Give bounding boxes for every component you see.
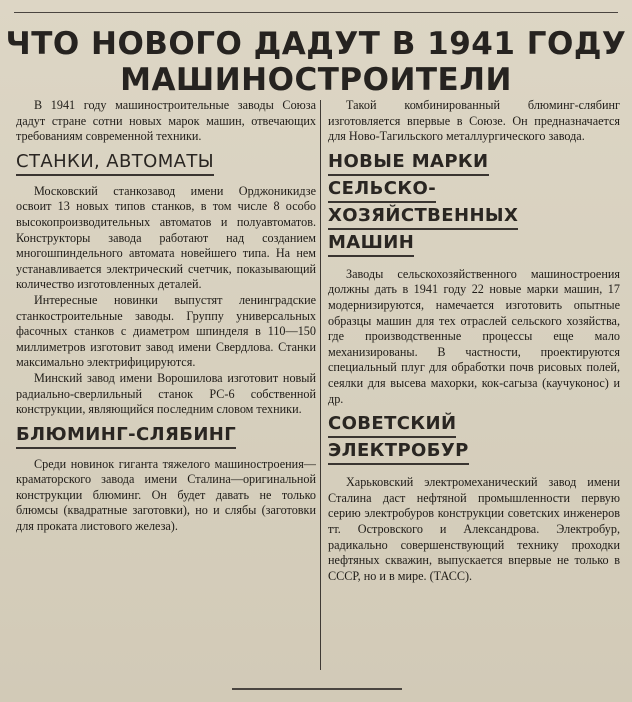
right-column (328, 98, 620, 686)
headline-line-2: МАШИНОСТРОИТЕЛИ (120, 62, 512, 98)
section-heading-blooming: БЛЮМИНГ-СЛЯБИНГ (16, 424, 316, 449)
left-column (16, 98, 316, 686)
agricultural-paragraph-1: Заводы сельскохозяйственного машиностроения должны дать в 1941 году 22 новые марки машин, 17 модернизируются, намечается изготовить опытные образцы машин для тех отраслей сельского хозяйства, где производственные процессы еще мало механизированы. В частности, проектируются специальный плуг для обработки почв рисовых полей, сеялки для высева махорки, кок-сагыза (каучуконос) и др. (328, 266, 620, 406)
machine-tools-paragraph-2: Интересные новинки выпустят ленинградские станкостроительные заводы. Группу универсальных фасочных станков с диаметром шпинделя в 110—150 миллиметров изготовит завод имени Свердлова. Станки максимально электрифицируются. (16, 292, 316, 370)
section-heading-electrodrill: СОВЕТСКИЙ ЭЛЕКТРОБУР (328, 413, 620, 467)
electrodrill-paragraph-1: Харьковский электромеханический завод имени Сталина даст нефтяной промышленности первую серию электробуров конструкции советских инженеров тт. Островского и Александрова. Электробур, радикально совершенствующий технику проходки нефтяных скважин, выпускается впервые не только в СССР, но и в мире. (ТАСС). (328, 475, 620, 583)
machine-tools-paragraph-1: Московский станкозавод имени Орджоникидзе освоит 13 новых типов станков, в том числе 8 особо высокопроизводительных автоматов и полуавтоматов. Конструкторы завода работают над созданием многошпиндельного автомата новейшего типа. На нем устанавливается электрический счетчик, показывающий количество изготовленных деталей. (16, 183, 316, 292)
headline-line-1: ЧТО НОВОГО ДАДУТ В 1941 ГОДУ (5, 26, 627, 62)
column-divider (320, 100, 321, 670)
section-heading-agricultural-machines: НОВЫЕ МАРКИ СЕЛЬСКО- ХОЗЯЙСТВЕННЫХ МАШИН (328, 151, 620, 259)
blooming-continuation-paragraph: Такой комбинированный блюминг-слябинг изготовляется впервые в Союзе. Он предназначается для Ново-Тагильского металлургического завода. (328, 98, 620, 144)
bottom-rule (232, 688, 402, 690)
section-heading-machine-tools: СТАНКИ, АВТОМАТЫ (16, 151, 316, 176)
blooming-paragraph-1: Среди новинок гиганта тяжелого машиностроения—краматорского завода имени Сталина—оригинальной конструкции блюминг. Он будет давать не только блюмсы (квадратные заготовки), но и слябы (заготовки для проката листового железа). (16, 456, 316, 534)
intro-paragraph: В 1941 году машиностроительные заводы Союза дадут стране сотни новых марок машин, отвечающих требованиям современной техники. (16, 98, 316, 144)
top-rule (14, 12, 618, 13)
headline (0, 26, 632, 98)
machine-tools-paragraph-3: Минский завод имени Ворошилова изготовит новый радиально-сверлильный станок РС-6 собственной конструкции, являющийся последним словом техники. (16, 370, 316, 417)
